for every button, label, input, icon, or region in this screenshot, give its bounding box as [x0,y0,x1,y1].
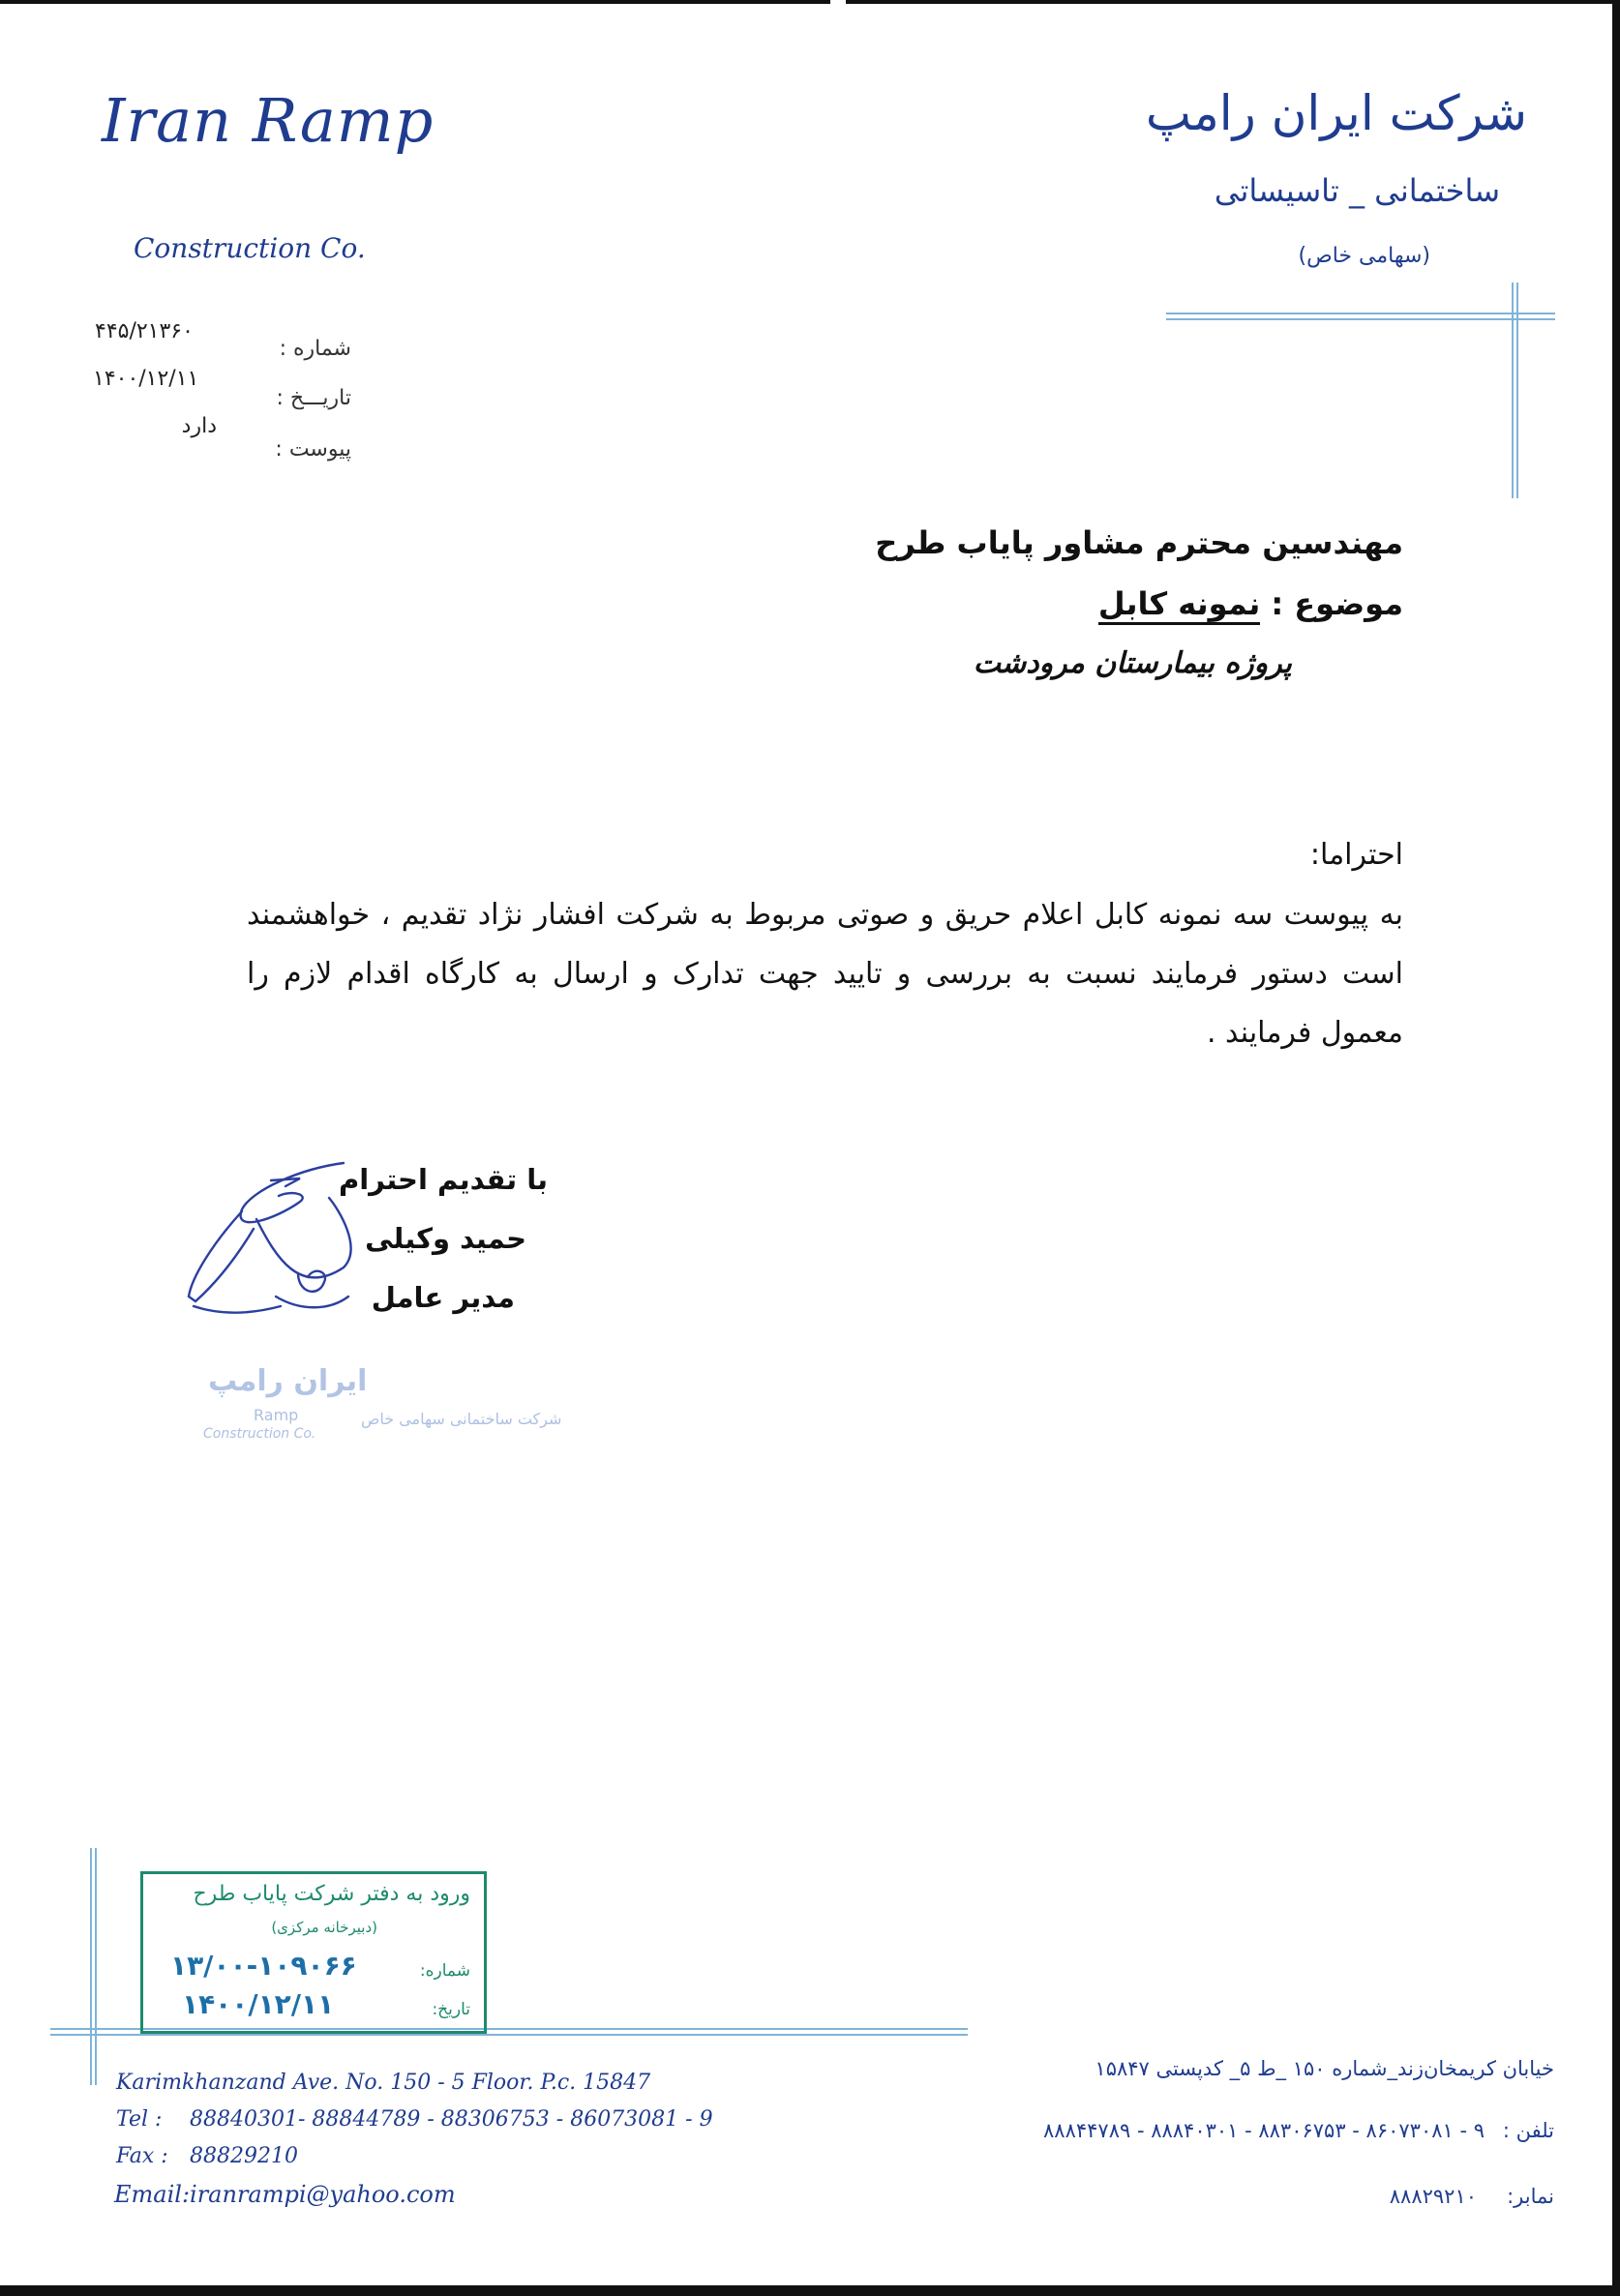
footer-tel-fa-label: تلفن : [1502,2119,1554,2142]
registration-date-label: تاریخ: [432,2000,470,2019]
subject-value: نمونه کابل [1098,585,1260,625]
closing-regards: با تقدیم احترام [338,1163,548,1196]
footer-tel-en-label: Tel : [116,2107,163,2132]
date-label: تاریـــخ : [276,386,351,410]
footer-tel-fa: ۹ - ۸۶۰۷۳۰۸۱ - ۸۸۳۰۶۷۵۳ - ۸۸۸۴۰۳۰۱ - ۸۸۸۴۴۷۸۹ [1043,2119,1485,2142]
company-subtitle-en: Construction Co. [134,232,366,264]
registration-stamp [140,1871,487,2034]
date-value: ۱۴۰۰/۱۲/۱۱ [93,367,199,391]
company-logo-fa: شرکت ایران رامپ [1145,85,1527,141]
footer-fax-fa: ۸۸۸۲۹۲۱۰ [1389,2185,1477,2208]
registration-stamp-title: ورود به دفتر شرکت پایاب طرح [193,1882,470,1906]
registration-number-label: شماره: [419,1961,470,1981]
company-stamp-type: شرکت ساختمانی سهامی خاص [361,1410,562,1428]
subject-prefix: موضوع : [1260,585,1403,622]
footer-tel-en: 88840301- 88844789 - 88306753 - 86073081 - 9 [190,2107,713,2132]
letter-body: به پیوست سه نمونه کابل اعلام حریق و صوتی مربوط به شرکت افشار نژاد تقدیم ، خواهشمند است دستور فرمایند نسبت به بررسی و تایید جهت تدارک و ارسال به کارگاه اقدام لازم را معمول فرمایند . [247,898,1403,1050]
project-name: پروژه بیمارستان مرودشت [973,646,1292,680]
signature-icon [184,1151,368,1355]
number-value: ۴۴۵/۲۱۳۶۰ [95,319,194,343]
footer-email[interactable]: Email:iranrampi@yahoo.com [114,2181,456,2208]
registration-date-value: ۱۴۰۰/۱۲/۱۱ [182,1988,335,2020]
number-label: شماره : [279,337,351,361]
registration-stamp-subtitle: (دبیرخانه مرکزی) [271,1919,377,1936]
company-stamp-en: Construction Co. [203,1426,316,1442]
company-stamp-ramp: Ramp [254,1406,299,1424]
attachment-value: دارد [181,414,217,438]
greeting: احتراما: [1309,838,1403,872]
signer-title: مدیر عامل [371,1281,515,1314]
footer-fax-fa-label: نمابر: [1507,2185,1554,2208]
addressee: مهندسین محترم مشاور پایاب طرح [875,524,1403,561]
footer-fax-en-label: Fax : [116,2144,168,2168]
attachment-label: پیوست : [275,437,351,462]
registration-number-value: ۱۳/۰۰-۱۰۹۰۶۶ [170,1950,357,1982]
footer-fax-en: 88829210 [190,2144,298,2168]
company-type-fa: (سهامی خاص) [1298,244,1430,268]
signer-name: حمید وکیلی [365,1222,526,1255]
company-subtitle-fa: ساختمانی _ تاسیساتی [1214,172,1500,209]
company-stamp-title: ایران رامپ [208,1364,368,1398]
footer-address-fa: خیابان کریمخان‌زند_شماره ۱۵۰ _ط ۵_ کدپستی ۱۵۸۴۷ [1095,2057,1554,2080]
company-logo-en: Iran Ramp [102,85,435,156]
footer-address-en: Karimkhanzand Ave. No. 150 - 5 Floor. P.c. 15847 [116,2071,651,2095]
subject-line [1098,585,1403,622]
